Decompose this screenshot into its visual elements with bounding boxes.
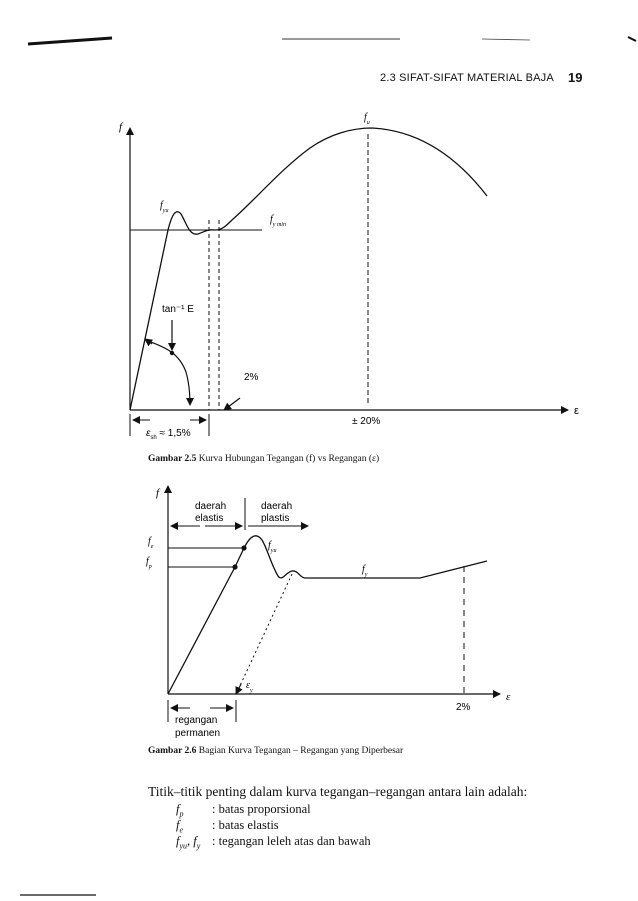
definition-fe <box>176 818 279 835</box>
fig2-permanent-1: regangan <box>175 715 218 726</box>
definition-fp-symbol: $f_p$ <box>176 802 184 819</box>
fig1-tan-label: tan⁻¹ E <box>162 304 194 315</box>
fig2-label-fyu: $f_{yu}$ <box>268 540 277 554</box>
definition-fp-text: : batas proporsional <box>212 802 311 816</box>
fig2-elastic-region-1: daerah <box>195 501 227 512</box>
definition-fe-symbol: $f_e$ <box>176 818 184 835</box>
fig2-plastic-region-1: daerah <box>261 501 293 512</box>
fig1-y-axis-label: f <box>119 121 123 133</box>
fig2-x-axis-label: ε <box>506 691 511 703</box>
running-head: 2.3 SIFAT-SIFAT MATERIAL BAJA <box>380 72 554 84</box>
fig2-y-axis-label: f <box>156 487 160 499</box>
figure-2-5-stress-strain-curve <box>0 0 638 450</box>
fig1-esh-label: $\varepsilon_{sh} \approx 1,5\%$ <box>146 428 191 441</box>
fig2-unloading-line <box>238 574 292 690</box>
page-number: 19 <box>568 70 583 85</box>
fig2-label-ey: $\varepsilon_y$ <box>246 680 253 694</box>
fig1-label-fu: $f_u$ <box>364 112 370 126</box>
fig2-fe-point <box>241 545 246 550</box>
fig2-label-fp: $f_p$ <box>146 556 152 570</box>
fig2-elastic-region-2: elastis <box>195 513 224 524</box>
figure-2-5-caption-text: Kurva Hubungan Tegangan (f) vs Regangan (ε) <box>198 454 380 464</box>
figure-2-5-caption <box>148 454 379 464</box>
definition-fp <box>176 802 311 819</box>
fig1-x-axis-label: ε <box>574 405 579 417</box>
fig2-label-fy: $f_y$ <box>362 564 368 578</box>
fig2-stress-strain-curve <box>168 536 487 694</box>
fig1-label-fymin: $f_{y min}$ <box>270 214 286 228</box>
figure-2-6-enlarged-curve <box>0 480 638 780</box>
definition-fe-text: : batas elastis <box>212 818 279 832</box>
figure-2-5-caption-label: Gambar 2.5 <box>148 454 197 464</box>
body-intro: Titik–titik penting dalam kurva tegangan–regangan antara lain adalah: <box>148 784 528 799</box>
fig2-two-percent: 2% <box>456 702 471 713</box>
fig2-fp-point <box>232 564 237 569</box>
fig2-permanent-2: permanen <box>175 728 221 739</box>
figure-2-6-caption <box>148 746 403 756</box>
fig1-tan-curve <box>146 340 190 405</box>
fig2-plastic-region-2: plastis <box>261 513 290 524</box>
figure-2-6-caption-label: Gambar 2.6 <box>148 746 197 756</box>
fig1-two-percent: 2% <box>244 372 259 383</box>
fig1-offset-line <box>224 398 240 410</box>
scan-artifact-bottom <box>0 889 638 901</box>
fig1-label-fyu: $f_{yu}$ <box>160 200 169 214</box>
definition-fy-symbol: $f_{yu}$, $f_y$ <box>176 834 201 851</box>
definition-fy <box>176 834 371 851</box>
fig1-twenty-percent: ± 20% <box>352 416 381 427</box>
fig2-unloading-arrow <box>236 684 241 694</box>
fig2-label-fe: $f_e$ <box>148 536 154 550</box>
definition-fy-text: : tegangan leleh atas dan bawah <box>212 834 371 848</box>
figure-2-6-caption-text: Bagian Kurva Tegangan – Regangan yang Diperbesar <box>198 746 404 756</box>
